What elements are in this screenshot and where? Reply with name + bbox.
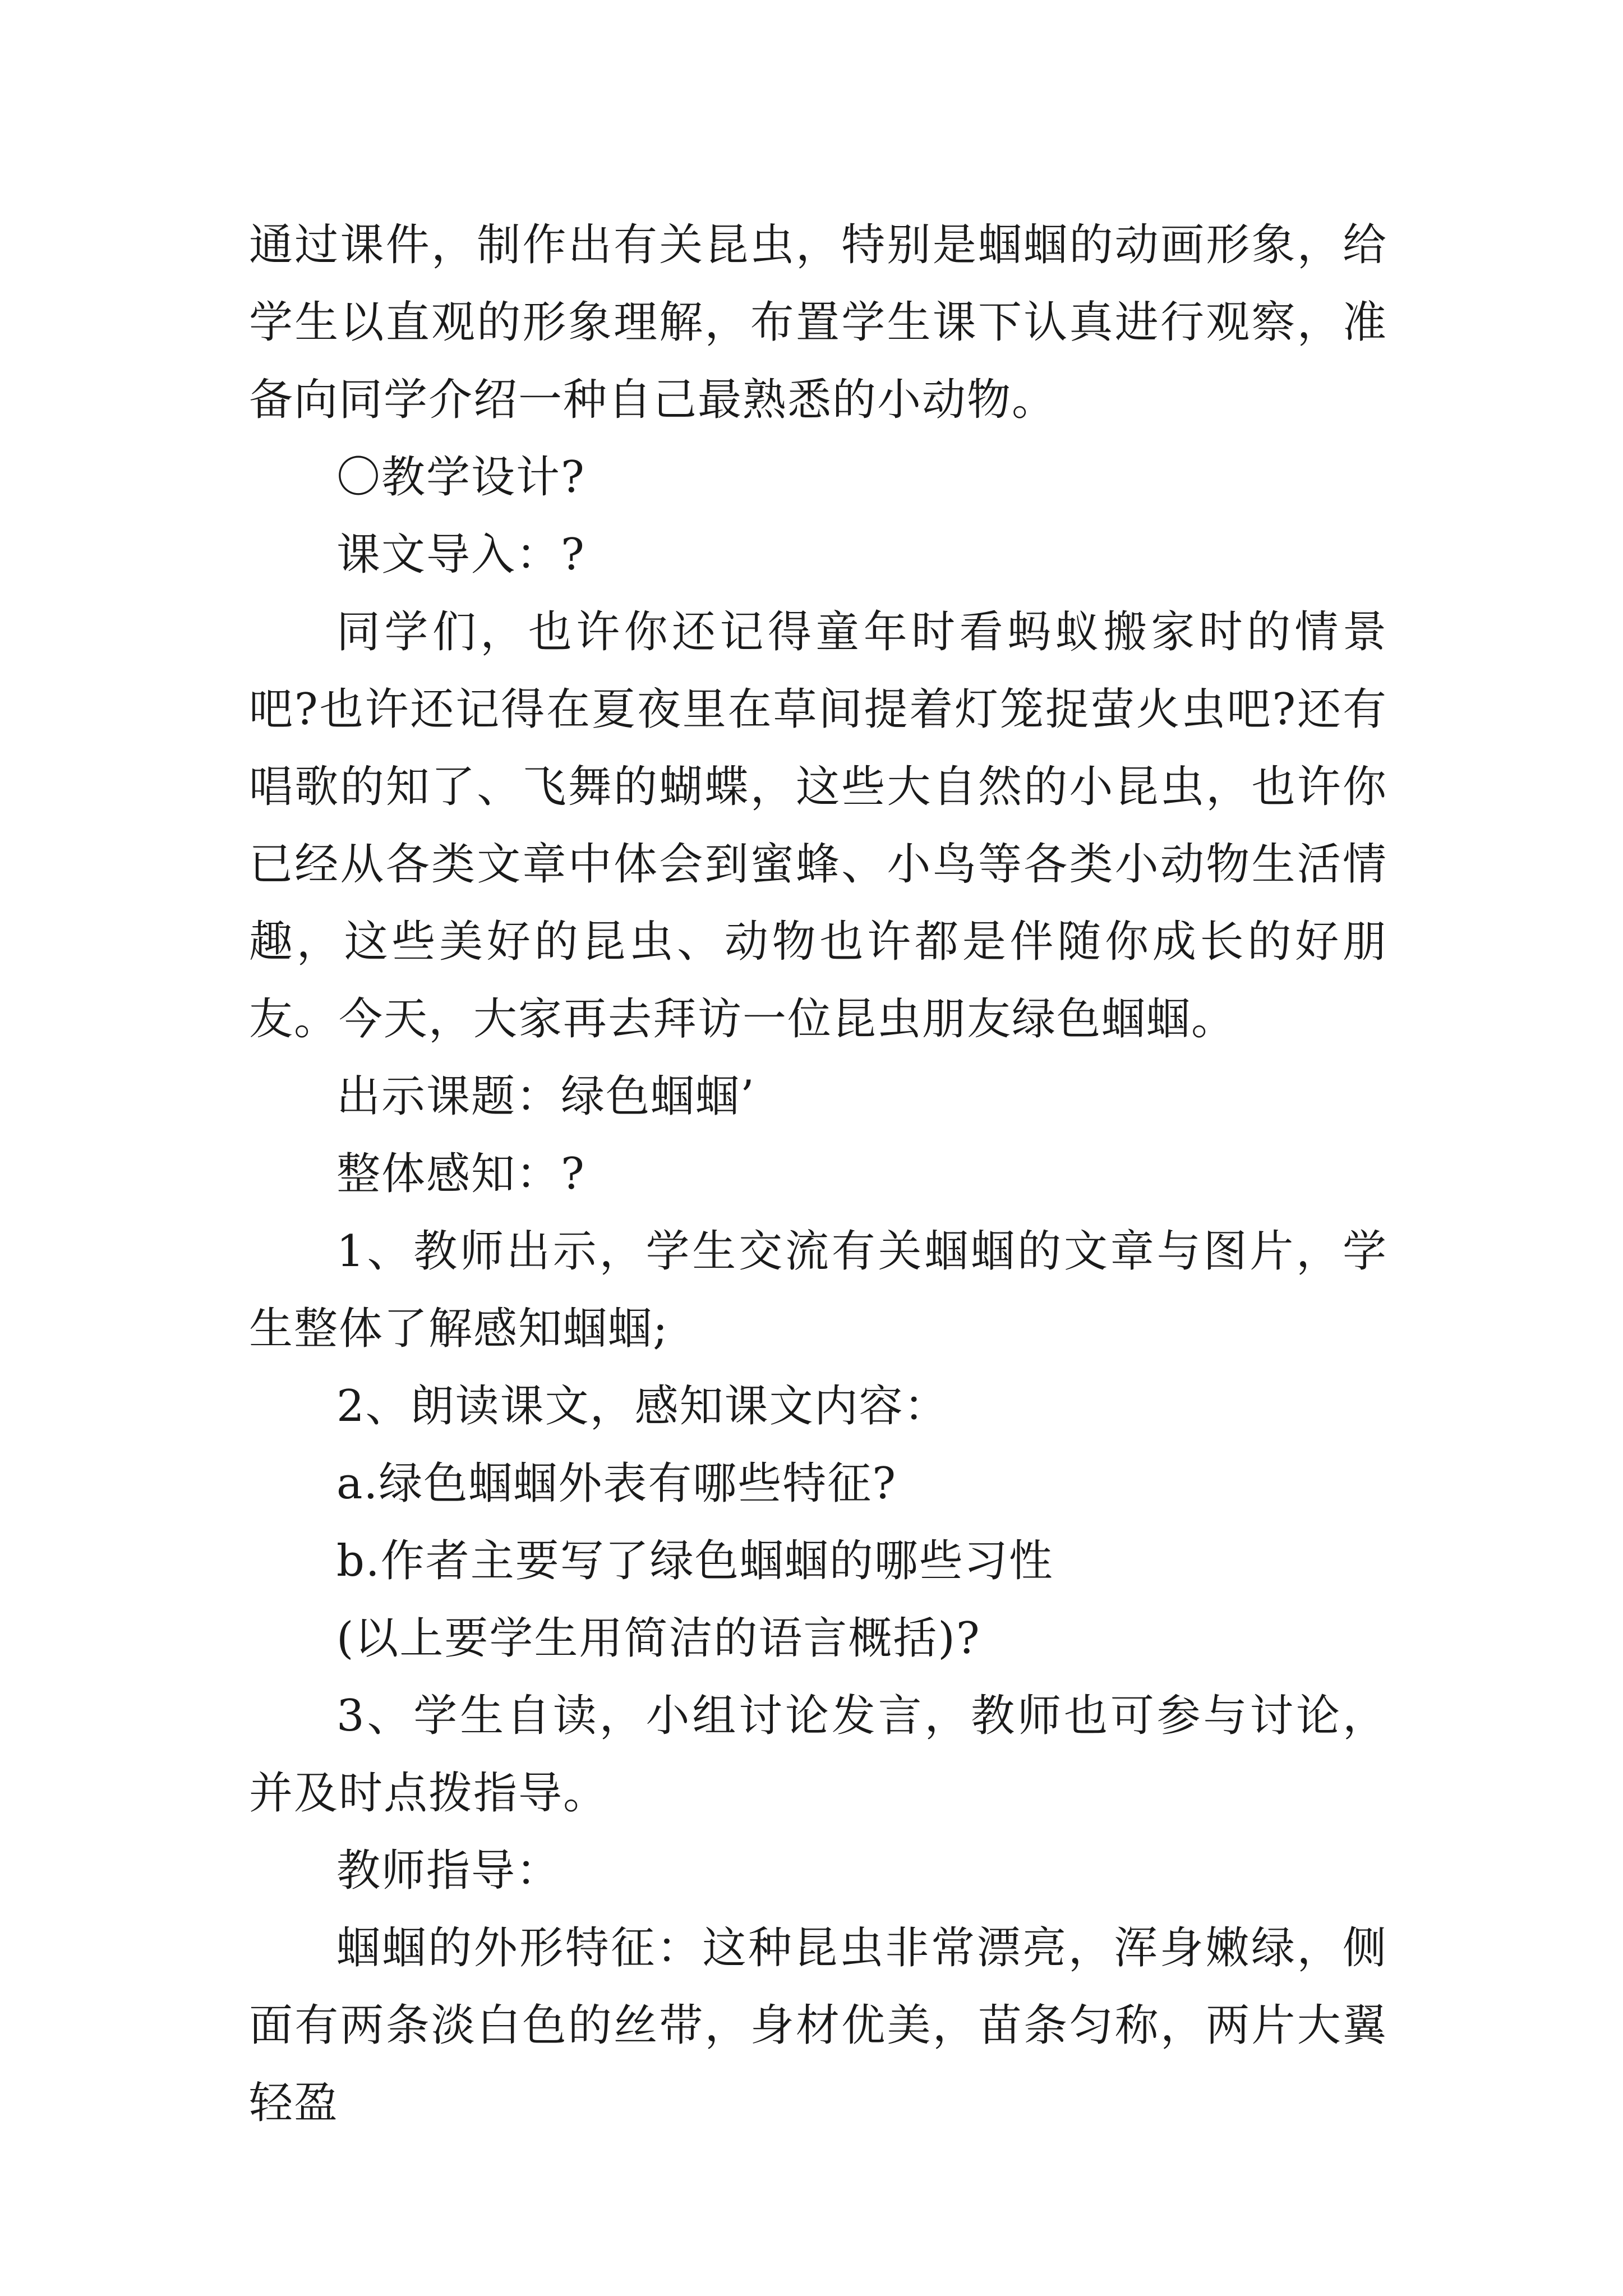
document-body <box>249 206 1387 2142</box>
heading-teaching-design: 〇教学设计? <box>336 452 585 503</box>
paragraph-show-title: 出示课题：绿色蝈蝈’ <box>336 1071 755 1122</box>
paragraph-lesson-intro: 同学们，也许你还记得童年时看蚂蚁搬家时的情景吧?也许还记得在夏夜里在草间提着灯笼捉萤火虫吧?还有唱歌的知了、飞舞的蝴蝶，这些大自然的小昆虫，也许你已经从各类文章中体会到蜜蜂、小鸟等各类小动物生活情趣，这些美好的昆虫、动物也许都是伴随你成长的好朋友。今天，大家再去拜访一位昆虫朋友绿色蝈蝈。 <box>249 607 1387 1045</box>
paragraph-appearance: 蝈蝈的外形特征：这种昆虫非常漂亮，浑身嫩绿，侧面有两条淡白色的丝带，身材优美，苗条匀称，两片大翼轻盈 <box>249 1923 1387 2128</box>
heading-teacher-guidance: 教师指导： <box>336 1846 561 1896</box>
paragraph-intro: 通过课件，制作出有关昆虫，特别是蝈蝈的动画形象，给学生以直观的形象理解，布置学生课下认真进行观察，准备向同学介绍一种自己最熟悉的小动物。 <box>249 220 1387 425</box>
list-item-1: 1、教师出示，学生交流有关蝈蝈的文章与图片，学生整体了解感知蝈蝈; <box>249 1226 1387 1354</box>
list-item-3: 3、学生自读，小组讨论发言，教师也可参与讨论，并及时点拨指导。 <box>249 1691 1387 1819</box>
list-item-2: 2、朗读课文，感知课文内容： <box>336 1381 949 1432</box>
sub-item-a: a.绿色蝈蝈外表有哪些特征? <box>336 1458 897 1509</box>
heading-overall-perception: 整体感知：? <box>336 1149 585 1199</box>
sub-item-b: b.作者主要写了绿色蝈蝈的哪些习性 <box>336 1536 1054 1586</box>
heading-lesson-intro: 课文导入：? <box>336 530 585 580</box>
note-paragraph: (以上要学生用简洁的语言概括)? <box>336 1613 981 1664</box>
